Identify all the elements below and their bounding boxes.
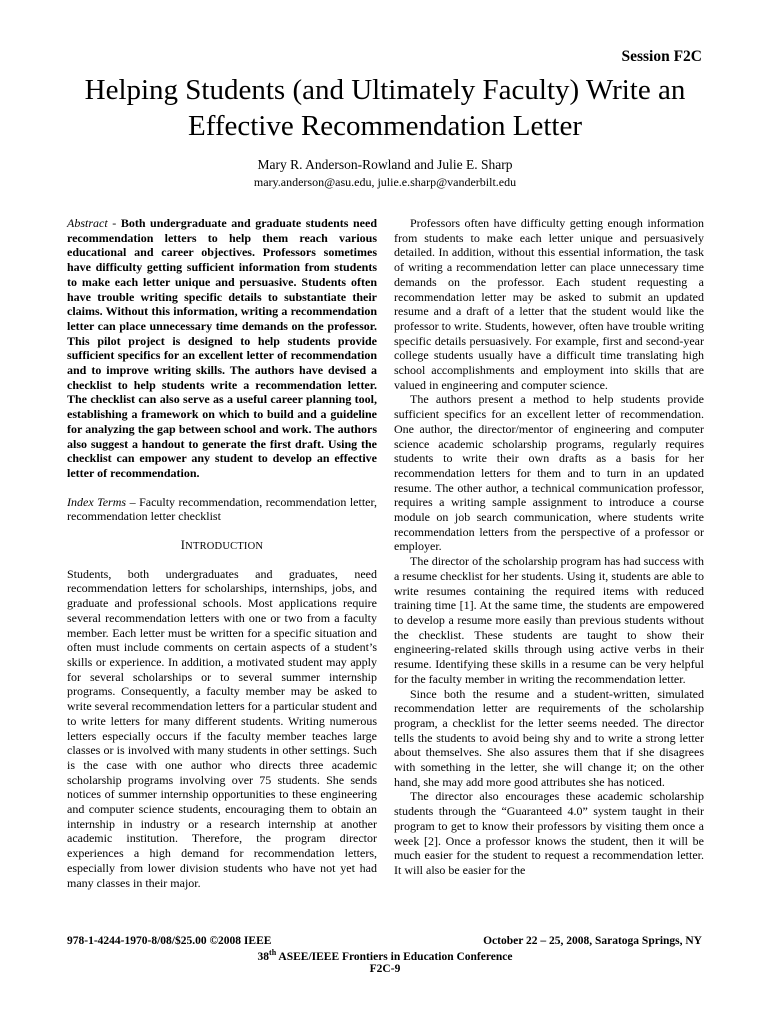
right-paragraph: The director also encourages these academic scholarship students through the “Guaranteed 4.0” system taught in their program to get to know their professors by visiting them once a week [2]. Once a professor knows the student, then it will be much easier for the student to request a recommendation letter. It will also be easier for the (394, 789, 704, 877)
right-paragraph: The director of the scholarship program has had success with a resume checklist for her students. Using it, students are able to write resumes containing the required items with reduced training time [1]. At the same time, the students are empowered to develop a resume more easily than previous students without the checklist. These students are taught to show their engineering-related skills through using active verbs in their resume. Identifying these skills in a resume can be very helpful for the faculty member in writing the recommendation letter. (394, 554, 704, 686)
author-emails: mary.anderson@asu.edu, julie.e.sharp@vanderbilt.edu (253, 175, 517, 189)
session-label: Session F2C (621, 48, 702, 65)
footer-conference (0, 948, 770, 963)
section-heading-introduction (67, 538, 377, 555)
left-column (67, 216, 377, 890)
heading-rest: NTRODUCTION (185, 541, 264, 553)
paper-title: Helping Students (and Ultimately Faculty) Write an Effective Recommendation Letter (84, 74, 686, 142)
right-paragraph: Professors often have difficulty getting enough information from students to make each letter unique and persuasively detailed. In addition, without this essential information, the task of writing a recommendation letter can place unnecessary time demands on the professor. Each student requesting a recommendation letter may be asked to submit an updated resume and a draft of a letter that the student would like the professor to write. Students, however, often have trouble writing specific details persuasively. For example, first and second-year college students usually have a difficult time translating high school accomplishments and employment into skills that are valued in engineering and computer science. (394, 216, 704, 392)
right-paragraph: Since both the resume and a student-written, simulated recommendation letter are requirements of the scholarship program, a checklist for the letter seems needed. The director tells the students to avoid being shy and to write a strong letter about themselves. She also assures them that if she disagrees with something in the letter, she will change it; on the other hand, she may add more good attributes she has noticed. (394, 686, 704, 789)
left-paragraph: Students, both undergraduates and graduates, need recommendation letters for scholarships, internships, jobs, and graduate and professional schools. Most applications require several recommendation letters with one or two from a faculty member. Each letter must be written for a specific situation and often must include comments on certain aspects of a student’s skills or experience. In addition, a motivated student may apply for several scholarships or to several summer internship programs. Consequently, a faculty member may be asked to write several recommendation letters for a particular student and to write letters for many different students. Writing numerous letters especially occurs if the faculty member teaches large classes or is involved with many students in other settings. Such is the case with one author who directs three academic scholarship programs involving over 75 students. She sends notices of summer internship opportunities to these engineering and computer science students, encouraging them to obtain an internship in industry or a research internship at another academic institution. Therefore, the program director experiences a high demand for recommendation letters, especially from lower division students who have not yet had many classes in their major. (67, 566, 377, 890)
abstract (67, 216, 377, 481)
author-names: Mary R. Anderson-Rowland and Julie E. Sharp (257, 157, 513, 172)
right-paragraph: The authors present a method to help students provide sufficient specifics for an excellent letter of recommendation. One author, the director/mentor of engineering and computer science academic scholarship programs, regularly requires students to write their own drafts as a basis for her recommendation letters for them and to turn in an updated resume. The other author, a technical communication professor, requires a writing sample assignment to introduce a course module on job search communication, where students write recommendation letters from the perspective of a professor or employer. (394, 392, 704, 554)
page-number: F2C-9 (369, 963, 401, 975)
footer-date-place: October 22 – 25, 2008, Saratoga Springs, NY (483, 935, 702, 947)
conference-name: ASEE/IEEE Frontiers in Education Conference (276, 950, 513, 963)
heading-initial: I (180, 538, 186, 553)
abstract-text: Both undergraduate and graduate students need recommendation letters to help them reach various educational and career objectives. Professors sometimes have difficulty getting sufficient information from students to make each letter unique and persuasive. Students often have trouble writing specific details to substantiate their claims. Without this information, writing a recommendation letter can place unnecessary time demands on the professor. This pilot project is designed to help students provide sufficient specifics for an excellent letter of recommendation and to improve writing skills. The authors have devised a checklist to help students write a recommendation letter. The checklist can also serve as a useful career planning tool, establishing a framework on which to build and a guideline for analyzing the gap between school and work. The authors also suggest a handout to generate the first draft. Using the checklist can empower any student to develop an effective letter of recommendation. (67, 216, 378, 480)
index-terms-text: – Faculty recommendation, recommendation letter, recommendation letter checklist (67, 494, 377, 524)
index-terms-label: Index Terms (67, 494, 127, 509)
right-column (394, 216, 704, 878)
conference-ordinal: th (269, 948, 277, 957)
abstract-label: Abstract - (67, 216, 117, 230)
index-terms (67, 495, 377, 524)
conference-number: 38 (257, 950, 270, 963)
footer-isbn: 978-1-4244-1970-8/08/$25.00 ©2008 IEEE (67, 935, 272, 947)
